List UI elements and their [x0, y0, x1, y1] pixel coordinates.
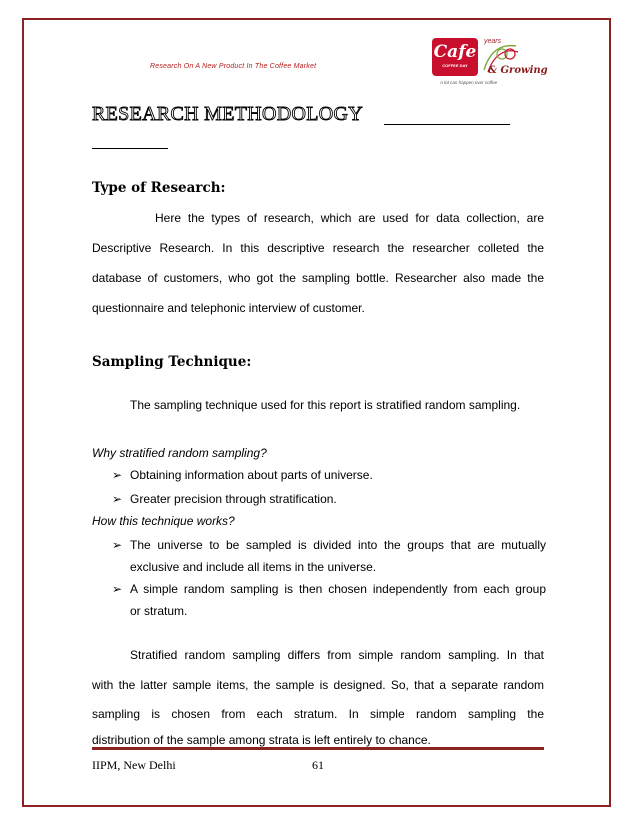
- arrow-bullet-icon: ➢: [112, 492, 123, 506]
- bullet-text: Greater precision through stratification.: [130, 492, 337, 506]
- logo-brand: Cafe: [433, 42, 477, 62]
- type-of-research-line-1: Here the types of research, which are used for data collection, are: [155, 211, 544, 225]
- bullet-text-line-2: exclusive and include all items in the universe.: [130, 560, 377, 574]
- footer-institution: IIPM, New Delhi: [92, 758, 176, 772]
- logo-growing: & Growing: [488, 65, 548, 76]
- type-of-research-line-4: questionnaire and telephonic interview of customer.: [92, 301, 365, 315]
- arrow-bullet-icon: ➢: [112, 468, 123, 482]
- logo-badge: [432, 38, 478, 76]
- type-of-research-line-3: database of customers, who got the sampling bottle. Researcher also made the: [92, 271, 544, 285]
- logo-tagline: A lot can happen over coffee: [440, 80, 498, 85]
- type-of-research-heading: Type of Research:: [92, 180, 226, 196]
- page-title: RESEARCH METHODOLOGY: [92, 103, 363, 125]
- closing-line-3: sampling is chosen from each stratum. In simple random sampling the: [92, 707, 544, 721]
- running-header: Research On A New Product In The Coffee Market: [150, 63, 317, 70]
- type-of-research-line-2: Descriptive Research. In this descriptive research the researcher colleted the: [92, 241, 544, 255]
- page-number: 61: [312, 758, 324, 772]
- title-underline: [384, 124, 510, 125]
- bullet-text-line-1: The universe to be sampled is divided into the groups that are mutually: [130, 538, 546, 552]
- arrow-bullet-icon: ➢: [112, 538, 123, 552]
- footer-rule: [92, 747, 544, 750]
- closing-line-2: with the latter sample items, the sample is designed. So, that a separate random: [92, 678, 544, 692]
- sampling-intro: The sampling technique used for this report is stratified random sampling.: [130, 398, 521, 412]
- how-heading: How this technique works?: [92, 514, 235, 528]
- logo-years: years: [484, 38, 502, 45]
- bullet-text-line-1: A simple random sampling is then chosen independently from each group: [130, 582, 546, 596]
- arrow-bullet-icon: ➢: [112, 582, 123, 596]
- logo-sub-brand: COFFEE DAY: [442, 63, 468, 68]
- why-heading: Why stratified random sampling?: [92, 446, 267, 460]
- bullet-text-line-2: or stratum.: [130, 604, 188, 618]
- sampling-technique-heading: Sampling Technique:: [92, 354, 252, 370]
- title-underline-continuation: [92, 148, 168, 149]
- closing-line-1: Stratified random sampling differs from simple random sampling. In that: [130, 648, 544, 662]
- cafe-coffee-day-logo: [432, 38, 552, 90]
- bullet-text: Obtaining information about parts of universe.: [130, 468, 373, 482]
- closing-line-4: distribution of the sample among strata is left entirely to chance.: [92, 733, 431, 747]
